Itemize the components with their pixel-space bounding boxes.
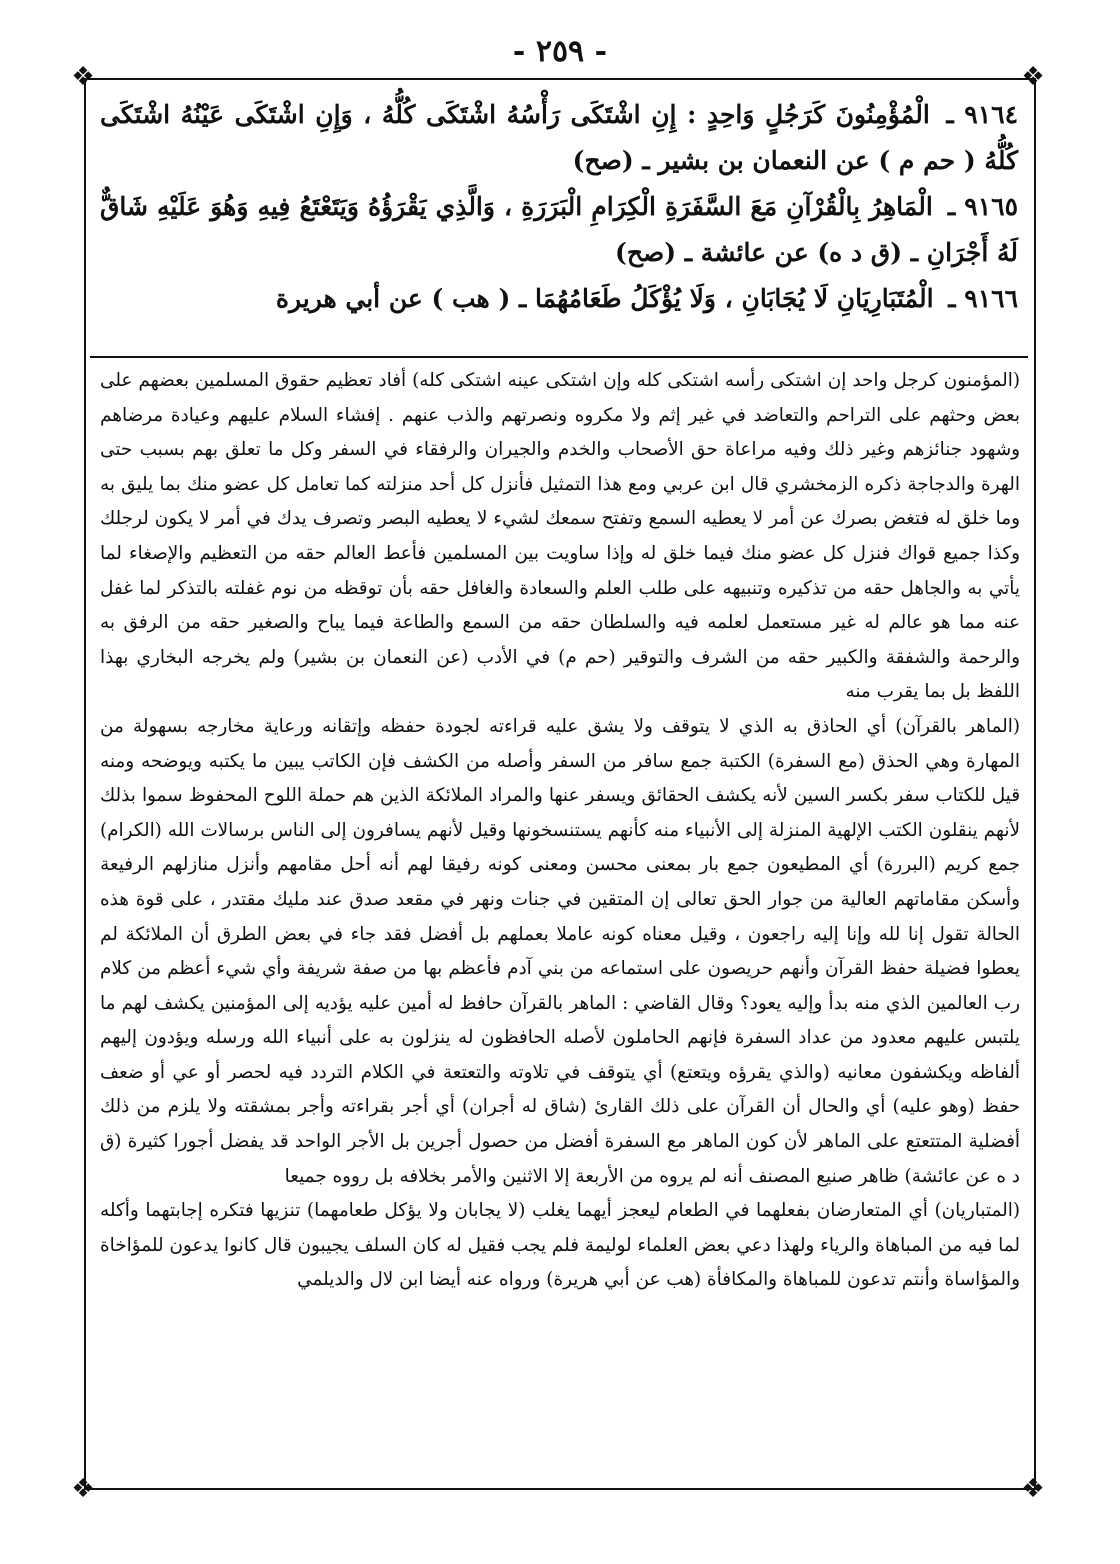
hadith-text: الْمُتَبَارِيَانِ لَا يُجَابَانِ ، وَلَا يُؤْكَلُ طَعَامُهُمَا ـ ( هب ) عن أبي هريرة <box>275 284 934 313</box>
hadith-9166 <box>100 276 1018 322</box>
hadith-9165 <box>100 184 1018 276</box>
hadith-number: ٩١٦٦ ـ <box>948 284 1018 313</box>
commentary-paragraph: (المتباريان) أي المتعارضان بفعلهما في الطعام ليعجز أيهما يغلب (لا يجابان ولا يؤكل طعامهما) تنزيها فتكره إجابتهما وأكله لما فيه من المباهاة والرياء ولهذا دعي بعض العلماء لوليمة فلم يجب فقيل له كان السلف يجيبون قال كانوا يدعون للمؤاخاة والمؤاساة وأنتم تدعون للمباهاة والمكافأة (هب عن أبي هريرة) ورواه عنه أيضا ابن لال والديلمي <box>100 1200 1020 1291</box>
corner-ornament-icon: ❖ <box>1021 62 1045 92</box>
hadith-number: ٩١٦٤ ـ <box>946 100 1018 129</box>
frame-top-rule <box>84 78 1034 80</box>
section-divider <box>90 356 1028 358</box>
hadith-text: الْمَاهِرُ بِالْقُرْآنِ مَعَ السَّفَرَةِ الْكِرَامِ الْبَرَرَةِ ، وَالَّذِي يَقْرَؤُهُ وَيَتَعْتَعُ فِيهِ وَهُوَ عَلَيْهِ شَاقٌّ لَهُ أَجْرَانِ ـ (ق د ه) عن عائشة ـ (صح) <box>100 192 1018 267</box>
hadith-9164 <box>100 92 1018 184</box>
corner-ornament-icon: ❖ <box>71 1474 95 1504</box>
corner-ornament-icon: ❖ <box>1021 1474 1045 1504</box>
hadith-texts <box>100 92 1018 322</box>
commentary-paragraph: (المؤمنون كرجل واحد إن اشتكى رأسه اشتكى كله وإن اشتكى عينه اشتكى كله) أفاد تعظيم حقوق المسلمين بعضهم على بعض وحثهم على التراحم والتعاضد في غير إثم ولا مكروه ونصرتهم والذب عنهم . إفشاء السلام عليهم وعيادة مرضاهم وشهود جنائزهم وغير ذلك وفيه مراعاة حق الأصحاب والخدم والجيران والرفقاء في السفر وكل ما تعلق بهم بسبب حتى الهرة والدجاجة ذكره الزمخشري قال ابن عربي ومع هذا التمثيل فأنزل كل أحد منزلته كما تعامل كل عضو منك بما يليق به وما خلق له فتغض بصرك عن أمر لا يعطيه السمع وتفتح سمعك لشيء لا يعطيه البصر وتصرف يدك في أمر لا يكون لرجلك وكذا جميع قواك فنزل كل عضو منك فيما خلق له وإذا ساويت بين المسلمين فأعط العالم حقه من التعظيم والإصغاء لما يأتي به والجاهل حقه من تذكيره وتنبيهه على طلب العلم والسعادة والغافل حقه بأن توقظه من نوم غفلته بالتذكر لما غفل عنه مما هو عالم له غير مستعمل لعلمه فيه والسلطان حقه من السمع والطاعة فيما يباح والصغير حقه من الرفق به والرحمة والشفقة والكبير حقه من الشرف والتوقير (حم م) في الأدب (عن النعمان بن بشير) ولم يخرجه البخاري بهذا اللفظ بل بما يقرب منه <box>100 370 1020 703</box>
commentary-section <box>100 364 1020 1298</box>
commentary-paragraph: (الماهر بالقرآن) أي الحاذق به الذي لا يتوقف ولا يشق عليه قراءته لجودة حفظه وإتقانه ورعاية مخارجه بسهولة من المهارة وهي الحذق (مع السفرة) الكتبة جمع سافر من السفر وأصله من الكشف فإن الكاتب يبين ما يكتبه ويوضحه ومنه قيل للكتاب سفر بكسر السين لأنه يكشف الحقائق ويسفر عنها والمراد الملائكة الذين هم حملة اللوح المحفوظ سموا بذلك لأنهم ينقلون الكتب الإلهية المنزلة إلى الأنبياء منه كأنهم يستنسخونها وقيل لأنهم يسافرون إلى الناس برسالات الله (الكرام) جمع كريم (البررة) أي المطيعون جمع بار بمعنى محسن ومعنى كونه رفيقا لهم أنه أحل مقامهم وأنزل منازلهم الرفيعة وأسكن مقاماتهم العالية من جوار الحق تعالى إن المتقين في جنات ونهر في مقعد صدق عند مليك مقتدر ، على قوة هذه الحالة تقول إنا لله وإنا إليه راجعون ، وقيل معناه كونه عاملا بعملهم بل أفضل فقد جاء في بعض الطرق أن الملائكة لم يعطوا فضيلة حفظ القرآن وأنهم حريصون على استماعه من بني آدم فأعظم بها من صفة شريفة وأي شيء أعظم من كلام رب العالمين الذي منه بدأ وإليه يعود؟ وقال القاضي : الماهر بالقرآن حافظ له أمين عليه يؤديه إلى المؤمنين يكشف لهم ما يلتبس عليهم معدود من عداد السفرة فإنهم الحاملون لأصله الحافظون له ينزلون به على أنبياء الله ورسله ويؤدون إليهم ألفاظه ويكشفون معانيه (والذي يقرؤه ويتعتع) أي يتوقف في تلاوته والتعتعة في الكلام التردد فيه لحصر أو عي أو ضعف حفظ (وهو عليه) أي والحال أن القرآن على ذلك القارئ (شاق له أجران) أي أجر بقراءته وأجر بمشقته ولا يلزم من ذلك أفضلية المتتعتع على الماهر لأن كون الماهر مع السفرة أفضل من حصول أجرين بل الأجر الواحد قد يفضل أجورا كثيرة (ق د ه عن عائشة) ظاهر صنيع المصنف أنه لم يروه من الأربعة إلا الاثنين والأمر بخلافه بل رووه جميعا <box>100 715 1020 1187</box>
corner-ornament-icon: ❖ <box>71 62 95 92</box>
hadith-number: ٩١٦٥ ـ <box>947 192 1019 221</box>
hadith-text: الْمُؤْمِنُونَ كَرَجُلٍ وَاحِدٍ : إِنِ اشْتَكَى رَأْسُهُ اشْتَكَى كُلُّهُ ، وَإِنِ اشْتَكَى عَيْنُهُ اشْتَكَى كُلُّهُ ( حم م ) عن النعمان بن بشير ـ (صح) <box>100 100 1018 175</box>
page-number: - ٢٥٩ - <box>512 34 608 69</box>
